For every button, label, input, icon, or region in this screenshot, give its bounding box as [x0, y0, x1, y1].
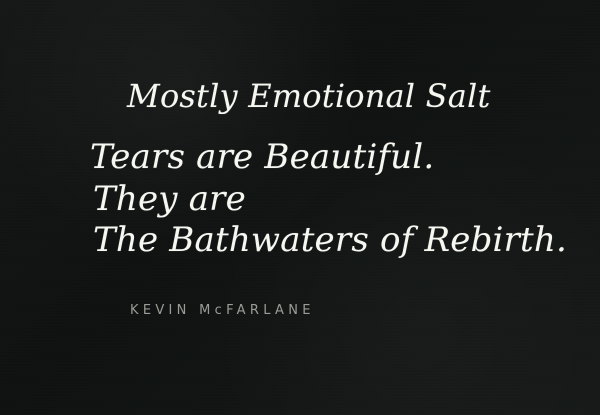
quote-line-2: They are — [93, 179, 246, 219]
artwork-title: Mostly Emotional Salt — [127, 77, 491, 115]
artist-signature: KEVIN McFARLANE — [130, 303, 315, 318]
quote-line-3: The Bathwaters of Rebirth. — [93, 220, 568, 260]
quote-line-1: Tears are Beautiful. — [90, 137, 435, 177]
